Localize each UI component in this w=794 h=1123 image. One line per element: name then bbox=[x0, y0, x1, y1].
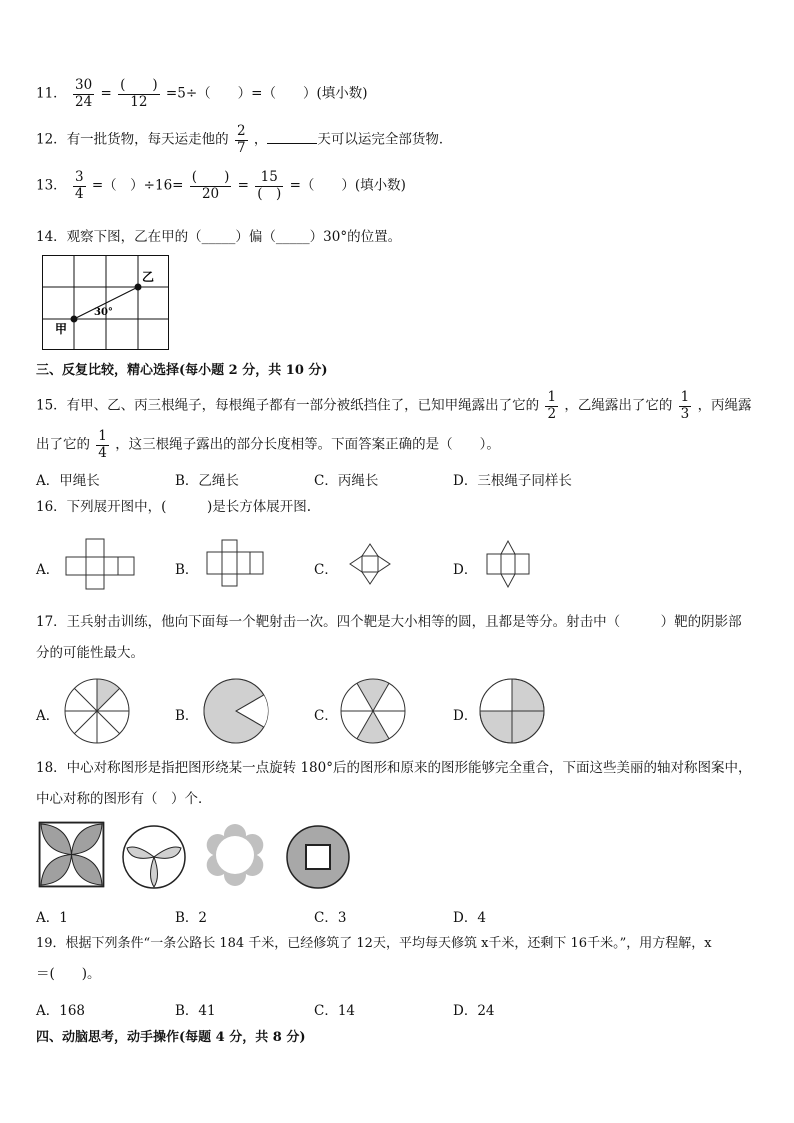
target-d bbox=[478, 677, 546, 745]
answer-blank[interactable] bbox=[267, 133, 317, 144]
q18-option-b[interactable]: B．2 bbox=[175, 910, 208, 926]
point-jia bbox=[71, 316, 78, 323]
target-c bbox=[339, 677, 407, 745]
net-b bbox=[207, 540, 267, 588]
q16-label-d[interactable]: D． bbox=[453, 562, 478, 578]
question-15-line2: 出了它的 $\frac{1}{4}$ ，这三根绳子露出的部分长度相等。下面答案正确的是（ ）。 bbox=[36, 428, 500, 461]
q15-option-d[interactable]: D．三根绳子同样长 bbox=[453, 473, 572, 489]
fraction-blank-20: $\frac{( )}{20}$ bbox=[191, 169, 230, 202]
label-yi: 乙 bbox=[142, 270, 155, 284]
q19-option-a[interactable]: A．168 bbox=[36, 1003, 86, 1019]
point-yi bbox=[135, 284, 142, 291]
question-18-line1: 18．中心对称图形是指把图形绕某一点旋转 180°后的图形和原来的图形能够完全重合，下面这些美丽的轴对称图案中， bbox=[36, 760, 752, 776]
q15-option-c[interactable]: C．丙绳长 bbox=[314, 473, 379, 489]
q17-label-b[interactable]: B． bbox=[175, 708, 199, 724]
fraction-3-4: $\frac{3}{4}$ bbox=[74, 169, 84, 202]
fraction-1-3: $\frac{1}{3}$ bbox=[680, 389, 690, 422]
question-11: 11． $\frac{30}{24}$ = $\frac{( )}{12}$ =5÷（ ）=（ ）(填小数) bbox=[36, 77, 368, 110]
q18-option-d[interactable]: D．4 bbox=[453, 910, 486, 926]
q17-label-c[interactable]: C． bbox=[314, 708, 338, 724]
q16-label-c[interactable]: C． bbox=[314, 562, 338, 578]
question-18-line2: 中心对称的图形有（ ）个． bbox=[36, 791, 212, 807]
q16-label-a[interactable]: A． bbox=[36, 562, 60, 578]
target-b bbox=[202, 677, 270, 745]
q16-label-b[interactable]: B． bbox=[175, 562, 199, 578]
fraction-blank-12: $\frac{( )}{12}$ bbox=[120, 77, 158, 110]
fraction-15-blank: $\frac{15}{( )}$ bbox=[257, 169, 282, 202]
question-12: 12．有一批货物，每天运走他的 $\frac{2}{7}$ ， 天可以运完全部货物． bbox=[36, 123, 453, 156]
fraction-30-24: $\frac{30}{24}$ bbox=[74, 77, 93, 110]
label-jia: 甲 bbox=[55, 322, 68, 336]
question-15-line1: 15．有甲、乙、丙三根绳子，每根绳子都有一部分被纸挡住了，已知甲绳露出了它的 $\frac{1}{2}$ ，乙绳露出了它的 $\frac{1}{3}$ ，丙绳露 bbox=[36, 389, 752, 422]
question-16: 16．下列展开图中，( )是长方体展开图. bbox=[36, 499, 312, 515]
q18-option-a[interactable]: A．1 bbox=[36, 910, 68, 926]
question-13: 13． $\frac{3}{4}$ =（ ）÷16= $\frac{( )}{20}$ = $\frac{15}{( )}$ =（ ）(填小数) bbox=[36, 169, 406, 202]
target-a bbox=[63, 677, 131, 745]
question-19-line1: 19．根据下列条件“一条公路长 184 千米，已经修筑了 12天，平均每天修筑 x千米，还剩下 16千米。”，用方程解，x bbox=[36, 936, 712, 951]
question-17-line1: 17．王兵射击训练，他向下面每一个靶射击一次。四个靶是大小相等的圆，且都是等分。射击中（ ）靶的阴影部 bbox=[36, 614, 742, 630]
net-d bbox=[487, 540, 533, 590]
section-3-heading: 三、反复比较，精心选择(每小题 2 分，共 10 分) bbox=[36, 363, 328, 378]
section-4-heading: 四、动脑思考，动手操作(每题 4 分，共 8 分) bbox=[36, 1030, 306, 1045]
q19-option-d[interactable]: D．24 bbox=[453, 1003, 495, 1019]
q19-option-b[interactable]: B．41 bbox=[175, 1003, 216, 1019]
pattern-flower bbox=[202, 822, 268, 888]
pattern-petals bbox=[39, 822, 105, 888]
net-a bbox=[66, 539, 138, 591]
question-19-line2: ＝( )。 bbox=[36, 966, 101, 982]
q17-label-d[interactable]: D． bbox=[453, 708, 478, 724]
q15-option-b[interactable]: B．乙绳长 bbox=[175, 473, 239, 489]
question-17-line2: 分的可能性最大。 bbox=[36, 645, 144, 661]
angle-label: 30° bbox=[94, 307, 113, 318]
q15-option-a[interactable]: A．甲绳长 bbox=[36, 473, 100, 489]
fraction-1-2: $\frac{1}{2}$ bbox=[547, 389, 557, 422]
q18-option-c[interactable]: C．3 bbox=[314, 910, 347, 926]
q17-label-a[interactable]: A． bbox=[36, 708, 60, 724]
fraction-1-4: $\frac{1}{4}$ bbox=[98, 428, 107, 461]
fraction-2-7: $\frac{2}{7}$ bbox=[236, 123, 246, 156]
pattern-coin bbox=[285, 824, 351, 890]
pattern-three-leaves bbox=[121, 824, 187, 890]
q19-option-c[interactable]: C．14 bbox=[314, 1003, 356, 1019]
question-14: 14．观察下图，乙在甲的（_____）偏（_____）30°的位置。 bbox=[36, 229, 402, 245]
grid-diagram bbox=[42, 255, 172, 351]
net-c bbox=[349, 543, 393, 587]
